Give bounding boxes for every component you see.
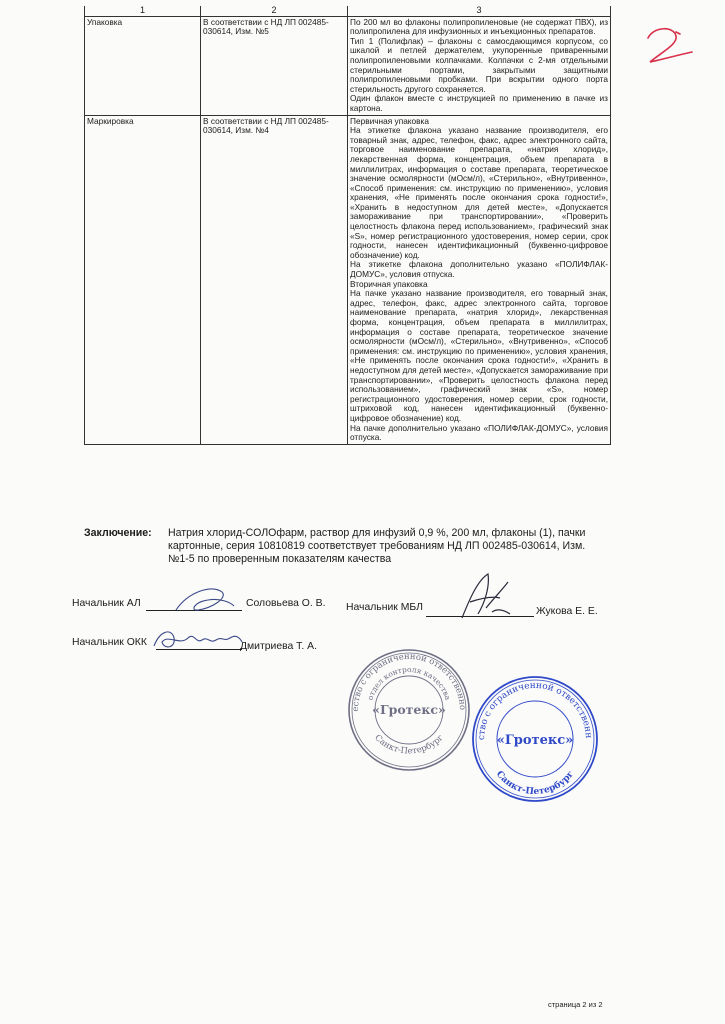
conclusion-label: Заключение:	[84, 527, 152, 539]
requirement-subheading: Первичная упаковка	[350, 115, 429, 126]
mbl-name: Жукова Е. Е.	[536, 606, 598, 617]
requirement-paragraph: На этикетке флакона дополнительно указано «ПОЛИФЛАК-ДОМУС», условия отпуска.	[350, 259, 608, 280]
handwritten-page-mark	[640, 22, 700, 77]
al-name: Соловьева О. В.	[246, 598, 326, 609]
normdoc-cell: В соответствии с НД ЛП 002485-030614, Изм. №4	[201, 115, 348, 444]
mbl-title: Начальник МБЛ	[346, 602, 423, 613]
stamp-outer-text: ество с ограниченной ответственно	[350, 651, 468, 712]
column-number: 2	[201, 6, 348, 16]
okk-name: Дмитриева Т. А.	[240, 641, 317, 652]
requirement-paragraph: Тип 1 (Полифлак) – флаконы с самосдающимся корпусом, со шкалой и петлей держателем, укупоренные приваренными полипропиленовыми колпачками. Колпачки с 2-мя отдельными стерильными портами, закрытыми защитными полипропиленовыми пробками. При вскрытии одного порта стерильность другого сохраняется.	[350, 35, 608, 94]
stamp-organization	[468, 672, 602, 811]
stamp-qc-department	[344, 645, 474, 780]
normdoc-cell: В соответствии с НД ЛП 002485-030614, Изм. №5	[201, 16, 348, 115]
svg-text:Общество с ограниченной ответс	[468, 672, 593, 740]
conclusion-text: Натрия хлорид-СОЛОфарм, раствор для инфузий 0,9 %, 200 мл, флаконы (1), пачки картонные, серия 10810819 соответствует требованиям НД ЛП 002485-030614, Изм. №1-5 по проверенным показателям качества	[168, 527, 586, 565]
requirement-cell	[348, 115, 611, 444]
stamp-inner-text: отдел контроля качества	[365, 664, 453, 702]
stamp-center-text: «Гротекс»	[496, 733, 574, 748]
column-number: 1	[85, 6, 201, 16]
requirement-paragraph: На пачке дополнительно указано «ПОЛИФЛАК-ДОМУС», условия отпуска.	[350, 422, 608, 443]
requirement-paragraph: На пачке указано название производителя, его товарный знак, адрес, телефон, факс, адрес электронного сайта, торговое наименование препарата, «натрия хлорид», лекарственная форма, концентрация, объем препарата в миллилитрах, информация о составе препарата, теоретическое значение осмолярности (мОсм/л), «Стерильно», «Внутривенно», «Способ применения: см. инструкцию по применению», условия хранения, «Не применять после окончания срока годности!», «Хранить в недоступном для детей месте», «Допускается замораживание при транспортировании», «Проверить целостность флакона перед использованием», графический знак «S», номер регистрационного удостоверения, номер серии, срок годности, штриховой код, нанесен идентификационный (буквенно-цифровое обозначение) код.	[350, 288, 608, 423]
requirement-cell	[348, 16, 611, 115]
requirement-paragraph: По 200 мл во флаконы полипропиленовые (не содержат ПВХ), из полипропилена для инфузионных и инъекционных препаратов.	[350, 16, 608, 37]
okk-title: Начальник ОКК	[72, 637, 147, 648]
table-header-row	[85, 6, 611, 16]
specification-table	[84, 6, 611, 445]
indicator-cell: Маркировка	[85, 115, 201, 444]
column-number: 3	[348, 6, 611, 16]
requirement-paragraph: Один флакон вместе с инструкцией по применению в пачке из картона.	[350, 93, 608, 113]
mbl-signature-scribble	[448, 568, 518, 631]
requirement-subheading: Вторичная упаковка	[350, 278, 428, 289]
al-title: Начальник АЛ	[72, 598, 141, 609]
stamp-outer-text: ство с ограниченной ответственн	[476, 680, 594, 741]
al-signature-scribble	[168, 582, 240, 623]
conclusion-block	[84, 527, 604, 566]
stamp-bottom-text: Санкт-Петербург	[493, 769, 577, 798]
svg-text:Санкт-Петербург	[372, 733, 446, 757]
requirement-paragraph: На этикетке флакона указано название производителя, его товарный знак, адрес, телефон, факс, адрес электронного сайта, торговое наименование препарата, «натрия хлорид», лекарственная форма, концентрация, объем препарата в миллилитрах, информация о составе препарата, теоретическое значение осмолярности (мОсм/л), «Стерильно», «Внутривенно», «Способ применения: см. инструкцию по применению», условия хранения, «Не применять после окончания срока годности!», «Хранить в недоступном для детей месте», «Допускается замораживание при транспортировании», «Проверить целостность флакона перед использованием», графический знак «S», номер регистрационного удостоверения, номер серии, срок годности, нанесен идентификационный (буквенно-цифровое обозначение) код.	[350, 125, 608, 260]
table-row	[85, 115, 611, 444]
okk-signature-scribble	[150, 620, 246, 661]
stamp-bottom-text: Санкт-Петербург	[372, 732, 446, 757]
table-row	[85, 16, 611, 115]
page-number: страница 2 из 2	[548, 1000, 603, 1009]
stamp-center-text: «Гротекс»	[372, 702, 446, 717]
indicator-cell: Упаковка	[85, 16, 201, 115]
